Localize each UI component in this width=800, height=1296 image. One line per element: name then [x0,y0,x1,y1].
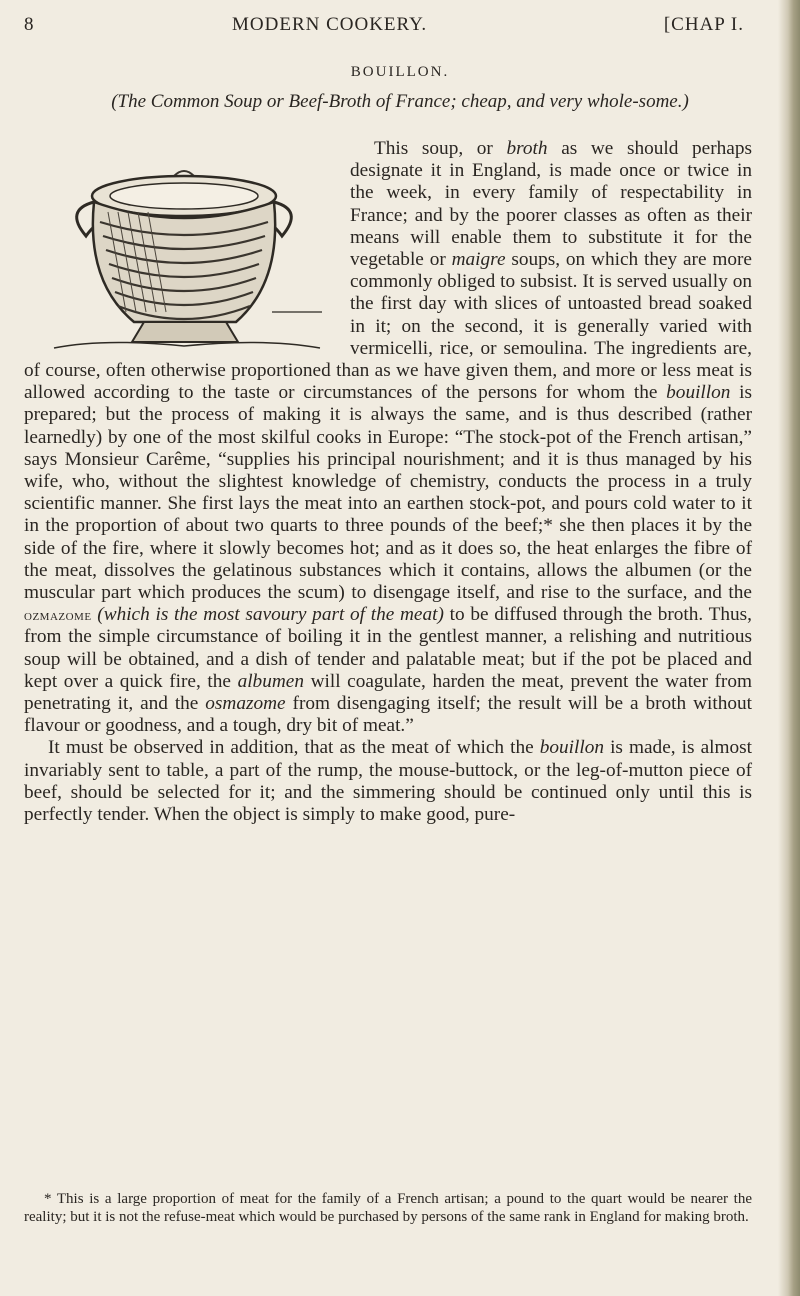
page-edge [778,0,800,1296]
text-run: from disengaging itself; the result will be a broth without flavour or goodness, and a tough, dry bit of meat.” [24,693,752,737]
text-run: ozmazome [24,605,92,625]
text-run: bouillon [539,737,604,759]
recipe-title: BOUILLON. [350,64,450,80]
text-run: maigre [451,249,506,271]
text-run: albumen [237,670,304,692]
text-run: (which is the most savoury part of the meat) [97,604,444,626]
chapter-label: [CHAP I. [663,14,744,35]
page-number: 8 [24,14,34,35]
text-run: broth [506,138,548,159]
footnote: * This is a large proportion of meat for the family of a French artisan; a pound to the quart would be nearer the reality; but it is not the refuse-meat which would be purchased by persons of the same rank in England for making broth. [24,1191,752,1225]
text-run: soups, on which they are more commonly obliged to subsist. It is served usually on the first day with slices of untoasted bread soaked in it; on the second, it is generally varied with vermicelli, rice, or semoulina. The ingredients are, of course, often otherwise proportioned than as we have given them, and more or less meat is allowed according to the taste or circumstances of the persons for whom the [24,249,752,404]
text-run: is prepared; but the process of making it is always the same, and is thus described (rather learnedly) by one of the most skilful cooks in Europe: “The stock-pot of the French artisan,” says Monsieur Carême, “supplies his principal nourishment; and it is thus managed by his wife, who, without the slightest knowledge of chemistry, conducts the process in a truly scientific manner. She first lays the meat into an earthen stock-pot, and pours cold water to it in the proportion of about two quarts to three pounds of the beef;* she then places it by the side of the fire, where it slowly becomes hot; and as it does so, the heat enlarges the fibre of the meat, dissolves the gelatinous substances which it contains, allows the albumen (or the muscular part which produces the scum) to disengage itself, and rise to the surface, and the [24,382,753,604]
text-run: osmazome [205,693,286,715]
text-run: is made, is almost invariably sent to table, a part of the rump, the mouse-buttock, or the leg-of-mutton piece of beef, should be selected for it; and the simmering should be continued only until this is perfectly tender. When the object is simply to make good, pure- [24,737,752,826]
recipe-subtitle: (The Common Soup or Beef-Broth of France; cheap, and very whole-some.) [111,91,689,112]
running-title: MODERN COOKERY. [232,14,428,35]
text-run: This soup, or [374,138,507,159]
text-run: will coagulate, harden the meat, prevent the water from penetrating it, and the [24,670,752,715]
text-run: It must be observed in addition, that as the meat of which the [48,737,540,759]
paragraph [24,138,752,737]
running-header [24,14,744,44]
body-text [24,138,752,826]
text-run: bouillon [666,382,731,404]
soup-pot-icon [24,162,342,354]
paragraph [24,737,752,826]
text-run: to be diffused through the broth. Thus, from the simple circumstance of boiling it in the gentlest manner, a relishing and nutritious soup will be obtained, and a dish of tender and palatable meat; but if the pot be placed and kept over a quick fire, the [24,604,752,692]
text-run: as we should perhaps designate it in England, is made once or twice in the week, in every family of respectability in France; and by the poorer classes as often as their means will enable them to substitute it for the vegetable or [350,138,753,271]
